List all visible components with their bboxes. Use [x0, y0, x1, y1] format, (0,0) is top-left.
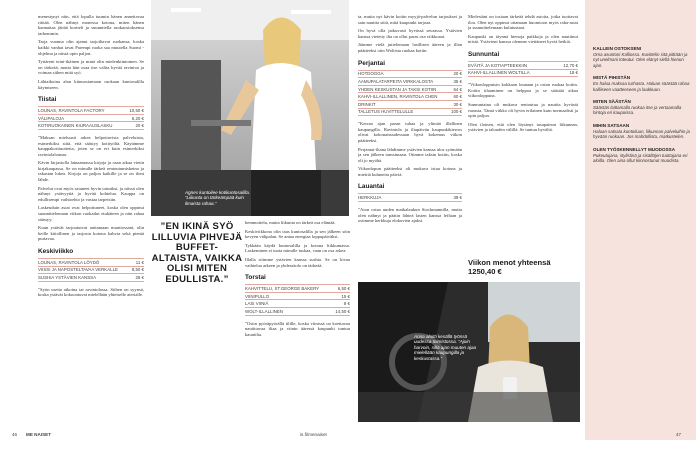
- body-text: Perjantai-iltana lähdimme ystävien kanssa ulos syömään ja sen jälkeen tanssimaan. Otimme taksin kotiin, koska oli jo myöhä.: [358, 146, 462, 163]
- footer: [0, 432, 696, 444]
- sidebar-item-heading: OLEN TYÖSKENNELLYT MUODOSSA: [593, 146, 676, 152]
- price-list-tiistai: [38, 106, 144, 130]
- photo-caption: Agnes kuntoilee kotikuntosalilla. ”Liikunta on tärkeämpää kuin ilmaista rahaa.”: [185, 190, 251, 206]
- price-row: KAHVITTELU, ST.GEORGE BAKERY 6,50 €: [245, 285, 350, 291]
- sidebar-item-text: Oma asuntoni Kalliossa. Kuvittelin sitä pitkään ja nyt unelmani toteutui. Olen elänyt siellä hienon ajan.: [593, 52, 688, 68]
- sidebar-item-text: Säästän laittamalla ruokaa itse ja vertaamalla hintoja eri kaupoissa.: [593, 105, 682, 116]
- price-list-torstai: [245, 284, 350, 315]
- weekly-total: [468, 258, 580, 276]
- price-row: VIINIPULLO 15 €: [245, 293, 350, 299]
- body-text: ”Syön useita aikoina tai ravintolassa. Siihen on syynsä, koska ystävät kokoontuvat mielellään yhteiselle aterialle.: [38, 286, 144, 298]
- price-row: KOTIRUOKAINEN KIURAAUSLASKU 20 €: [38, 123, 144, 129]
- body-text: ”Ostin pyöräpyörällä tilille, koska viinissä on koettavaa nautittavaa iltaa ja viinin ääressä kaupunki tuntuu kauniilta.: [245, 320, 350, 337]
- price-list-perjantai: [358, 70, 462, 117]
- body-text: hemmottelu, mutta liikunta on tärkeä osa elämää.: [245, 220, 336, 225]
- body-text: Viikonlopun päätteeksi oli mukava istua kotona ja miettiä kuluneita päiviä.: [358, 166, 462, 177]
- price-row: AAMUPALATARPEITA VIRKKALOSTA 35 €: [358, 78, 462, 84]
- body-text: Illalla söimme ystävien kanssa sushia. Se on kivaa vaihtelua arkeen ja yhdessäolo on tärkeää.: [245, 256, 350, 268]
- body-text: Olen iloinen, että olen löytänyt tasapainon liikunnan, ystävien ja talouden välillä. Se tuntuu hyvältä.: [468, 121, 578, 133]
- body-text: ta, mutta nyt kävin kotiin myyjä-palvelun tarjoukset ja sain nauttia siitä, mitä kaupunki tarjoaa.: [358, 14, 462, 25]
- column-2-lower: [245, 220, 350, 422]
- site-url: is.fi/menaiset: [300, 432, 327, 437]
- sidebar-item-text: Haluan satsata kuntoiluun, liikunnan palveluihin ja hyvään ruokaan. Jos mahdollista, matkustelen.: [593, 128, 690, 140]
- body-text: Lähiaikoina alan kiinnostamaan ruokaan kuntosalilla käymiseen.: [38, 78, 144, 90]
- price-row: EVÄITÄ JA KOTIAPTEEKKIIN 12,70 €: [468, 62, 578, 68]
- page-number-right: 47: [676, 432, 682, 437]
- price-row: YHDEN KESKUSTAN JA TAKSI KOTIIN 64 €: [358, 86, 462, 92]
- body-text: Kuun ystävät tarjoutuivat auttamaan muuttossani, olin heille kiitollinen ja tarjosin kotona kahvia sekä pientä purtavaa.: [38, 225, 144, 242]
- sidebar-item: [593, 123, 690, 140]
- body-text: ”Maksan mieluusti arkea helpottavista palveluista, esimerkiksi siitä, että säästyy kotityöltä. Käytämme kauppakorituotteita, joten se on eri kuin esimerkiksi ravintolalounas.: [38, 134, 144, 157]
- sidebar-item-text: En halua maksaa turhasta. Haluan säästää rahaa kalliiseen vaatteeseen ja laukkuun.: [593, 81, 690, 92]
- body-text: On hyvä olla jatkuvasti hyvässä seurassa. Ystävien kanssa vietetty ilta on ollut paras osa viikkoani.: [358, 28, 462, 39]
- sidebar-item-heading: MIHIN SATSAAN: [593, 122, 630, 128]
- day-heading-sunnuntai: Sunnuntai: [468, 50, 500, 58]
- day-heading-tiistai: Tiistai: [38, 96, 57, 104]
- price-row: WOLT-ILLALLINEN 14,50 €: [245, 308, 350, 314]
- day-heading-perjantai: Perjantai: [358, 59, 385, 67]
- body-text: Palvelut ovat myös sataneet hyvin toimiksi, ja niissä olen nähnyt ystävyyttä ja hyvää kohtelua. Kauppa on edullisempi vaihtoehto ja vastaa tarpeisiin.: [38, 185, 144, 202]
- sidebar-item-heading: KALLEIN OSTOKSENI: [593, 46, 642, 51]
- price-list-keskiviikko: [38, 258, 144, 282]
- price-list-sunnuntai: [468, 61, 578, 77]
- page-number-left: 46: [12, 432, 18, 437]
- price-row: KAHVI-ILLALLINEN, RAVINTOLA CHEN 60 €: [358, 94, 462, 100]
- day-heading-torstai: Torstai: [245, 274, 266, 282]
- body-text: Jäimme vielä juttelemaan lasillisen ääreen ja illan päätteeksi otin Woltista ruokaa kotiin.: [358, 42, 462, 53]
- sidebar-item-text: Pukeutujana, stylistinä ja sisältöjen tuottajana eri aloilla. Olen aina ollut kiinnostunut muodista.: [593, 152, 688, 164]
- price-list-lauantai: [358, 193, 462, 202]
- price-row: LASI VIINIÄ 8 €: [245, 301, 350, 307]
- price-row: VIISSI JA NAPOSTELTAVAA VERKALLE 8,50 €: [38, 267, 144, 273]
- body-text: Tarja vuonna olin ajanut tarjoiltavat ruokansa, koska kaikki vanhat tavat Parempi ruoka saa muutella Suomi -ohjelma ja niistä opin paljon.: [38, 39, 144, 56]
- body-text: ”Kerran ajan paran tuhaa ja ylimää illallinen kaupungilla. Ravintola ja iltapäivän kaupunkikierros olivat kokonaisuudessaan hyvä kokemus viikon päätteeksi.: [358, 121, 462, 143]
- price-row: HOTDOGGA 20 €: [358, 71, 462, 77]
- sidebar-item-heading: MISTÄ PIHISTÄN: [593, 75, 631, 81]
- weekly-total-label: Viikon menot yhteensä: [468, 258, 551, 267]
- sidebar-item: [593, 75, 690, 92]
- price-row: TALLETUS HUVITTELULLE 100 €: [358, 109, 462, 115]
- price-row: SUSHIA YSTÄVIEN KANSSA 28 €: [38, 274, 144, 280]
- photo-caption: Anna aloitti kesällä työnsä uudessa toimistossa. ”Ajoin harvoin, sillä ajan muuten ajaa mielellään kaupungilla ja keskustassa.”: [414, 334, 477, 361]
- price-row: KAHVI-ILLALLINEN WOLTILLA 18 €: [468, 70, 578, 76]
- body-text: Tyttäreni teini-ikäinen ja minä olin mielenkiintoinen. Se on tärkeää, mutta hän osaa itse valita hyvää ravintoa ja voimaa siihen mitä syö.: [38, 59, 144, 76]
- body-text: ”Viikonloppuisin kokkaan lounaan ja ostan ruokaa kotiin. Kotiin tilaaminen on helppoa ja se säästää aikaa viikonloppuna.: [468, 82, 578, 99]
- body-text: Sunnuntaina oli mukava rentoutua ja nauttia hyvästä ruoasta. Tämä viikko oli hyvin erilainen kuin normaalisti ja opin paljon.: [468, 101, 578, 119]
- body-text: Laskeuduin asiat ovat helpottuneet, koska olen oppinut suunnittelemaan viikon ruokailut etukäteen ja niin rahaa säästyy.: [38, 205, 144, 222]
- price-row: LOUNAS, RAVINTOLA FACTORY 10,50 €: [38, 107, 144, 113]
- weekly-total-value: 1250,40 €: [468, 267, 502, 276]
- magazine-name: ME NAISET: [26, 432, 52, 437]
- price-row: VÄLIPALOJA 6,20 €: [38, 115, 144, 121]
- body-text: Mielestäni on tosiaan tärkeää tehdä asioita, jotka tuottavat iloa. Olen nyt oppinut ottamaan huomioon myös raha-asiat ja suunnittelemaan kulutustani.: [468, 14, 578, 31]
- sidebar-item: [593, 99, 690, 116]
- sidebar-item: [593, 46, 690, 68]
- column-1: [38, 14, 144, 422]
- day-heading-lauantai: Lauantai: [358, 183, 385, 191]
- price-row: LOUNAS, RAVINTOLA LÖYDÖ 11 €: [38, 259, 144, 265]
- body-text: Kävin kirjastolla lainaamassa kirjoja ja osan aikaa vietin kirjakaupassa. Se on minulle tärkeä rentoutumiskeino ja rakastan lukea. Kirjoja on paljon kaikille ja se on iloni lähde.: [38, 160, 144, 183]
- day-heading-keskiviikko: Keskiviikko: [38, 248, 74, 255]
- body-text: menestynyt niin, että lopulla tuumin hänen annettavaa riittää. Olen nähnyt monessa kotona, miten hänen kannattaa jättää kortteli ja suunnitella ruokaostoksensa tarkemmin.: [38, 14, 144, 36]
- gym-photo-illustration: [151, 0, 349, 216]
- price-row: DRINKIT 30 €: [358, 101, 462, 107]
- body-text: Kaupunki on täynnä hienoja paikkoja ja olen nauttinut niistä. Ystävieni kanssa olemme viettäneet hyviä hetkiä.: [468, 33, 578, 45]
- sidebar-item: [593, 147, 690, 164]
- column-4: [468, 14, 578, 272]
- body-text: Keskiviikkona olin taas kuntosalilla ja sen jälkeen söin kevyen välipalan. Se antaa energiaa loppupäiväksi.: [245, 228, 350, 240]
- price-row: HERKKUJA 39 €: [358, 195, 462, 201]
- body-text: ”Aion ostaa uuden matkalaukun Stockmannilla, mutta olen nähnyt ja päätin lähteä lasten kanssa leffaan ja ostimme herkkuja elokuvien ajaksi.: [358, 207, 462, 224]
- gym-photo: [151, 0, 349, 216]
- sidebar-item-heading: MITEN SÄÄSTÄN: [593, 99, 631, 105]
- pull-quote: ”EN IKINÄ SYÖ LILLUVIA PIHVEJÄ BUFFET-ALTAISTA, VAIKKA OLISI MITEN EDULLISTA.”: [151, 221, 243, 285]
- car-photo: [358, 282, 580, 422]
- sidebar-facts: [585, 0, 696, 440]
- body-text: Tykkään käydä kuntosalilla ja kotona liikkumassa. Laskeminen ei tuota minulle tuskaa, vaan on osa arkea.: [245, 242, 350, 254]
